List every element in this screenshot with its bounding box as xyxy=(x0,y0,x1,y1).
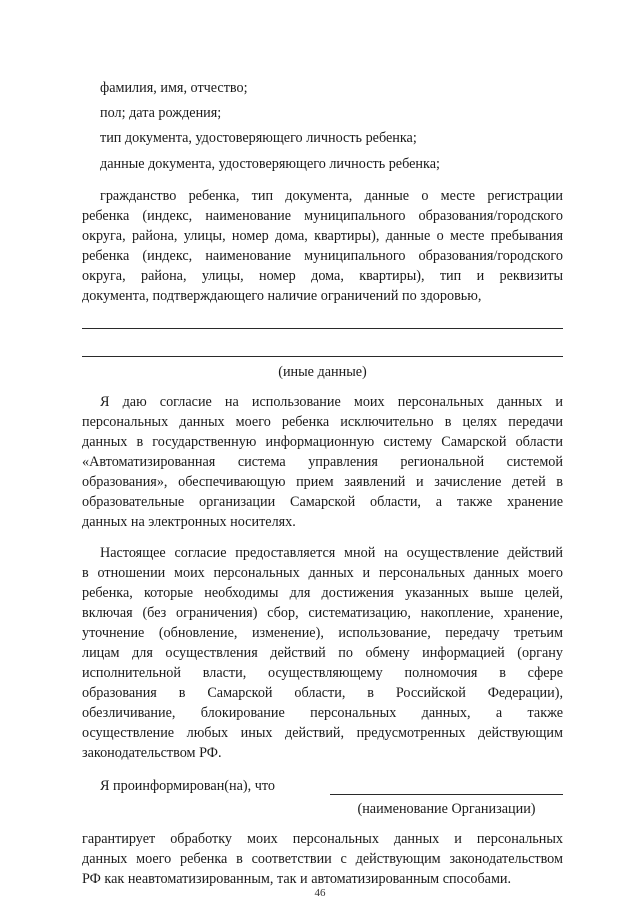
list-item-document-data: данные документа, удостоверяющего личность ребенка; xyxy=(100,156,440,172)
list-item-name: фамилия, имя, отчество; xyxy=(100,80,248,96)
actions-line: исполнительной власти, осуществляющему полномочия в сфере xyxy=(82,665,563,681)
actions-line: законодательством РФ. xyxy=(82,745,222,761)
consent-line: образовательные организации Самарской области, а также хранение xyxy=(82,494,563,510)
actions-line: обезличивание, блокирование персональных данных, а также xyxy=(82,705,563,721)
guarantee-line: гарантирует обработку моих персональных данных и персональных xyxy=(82,831,563,847)
guarantee-line: данных моего ребенка в соответствии с действующим законодательством xyxy=(82,851,563,867)
consent-line: персональных данных моего ребенка исключительно в целях передачи xyxy=(82,414,563,430)
consent-line: данных на электронных носителях. xyxy=(82,514,296,530)
list-item-gender-birthdate: пол; дата рождения; xyxy=(100,105,222,121)
citizenship-line: округа, района, улицы, номер дома, квартиры), данные о месте пребывания xyxy=(82,228,563,244)
actions-line: ребенка, которые необходимы для достижения указанных выше целей, xyxy=(82,585,563,601)
citizenship-line: гражданство ребенка, тип документа, данные о месте регистрации xyxy=(100,188,563,204)
actions-line: включая (без ограничения) сбор, систематизацию, накопление, хранение, xyxy=(82,605,563,621)
consent-line: Я даю согласие на использование моих персональных данных и xyxy=(100,394,563,410)
informed-text: Я проинформирован(на), что xyxy=(100,778,275,794)
other-data-caption: (иные данные) xyxy=(278,364,367,380)
consent-line: данных в государственную информационную систему Самарской области xyxy=(82,434,563,450)
actions-line: образования в Самарской области, в Российской Федерации), xyxy=(82,685,563,701)
guarantee-line: РФ как неавтоматизированным, так и автоматизированным способами. xyxy=(82,871,512,887)
organization-blank-line xyxy=(330,794,563,795)
citizenship-line: округа, района, улицы, номер дома, квартиры), тип и реквизиты xyxy=(82,268,563,284)
actions-line: лицам для осуществления действий по обмену информацией (органу xyxy=(82,645,563,661)
citizenship-line: ребенка (индекс, наименование муниципального образования/городского xyxy=(82,208,563,224)
actions-line: уточнение (обновление, изменение), использование, передачу третьим xyxy=(82,625,563,641)
page-number: 46 xyxy=(314,887,326,899)
actions-line: Настоящее согласие предоставляется мной на осуществление действий xyxy=(100,545,563,561)
consent-line: «Автоматизированная система управления региональной системой xyxy=(82,454,563,470)
blank-line xyxy=(82,328,563,329)
blank-line xyxy=(82,356,563,357)
actions-line: в отношении моих персональных данных и персональных данных моего xyxy=(82,565,563,581)
organization-caption: (наименование Организации) xyxy=(357,801,536,817)
consent-line: образования», обеспечивающую прием заявлений и зачисление детей в xyxy=(82,474,563,490)
list-item-document-type: тип документа, удостоверяющего личность ребенка; xyxy=(100,130,417,146)
citizenship-line: документа, подтверждающего наличие ограничений по здоровью, xyxy=(82,288,482,304)
actions-line: осуществление любых иных действий, предусмотренных действующим xyxy=(82,725,563,741)
citizenship-line: ребенка (индекс, наименование муниципального образования/городского xyxy=(82,248,563,264)
